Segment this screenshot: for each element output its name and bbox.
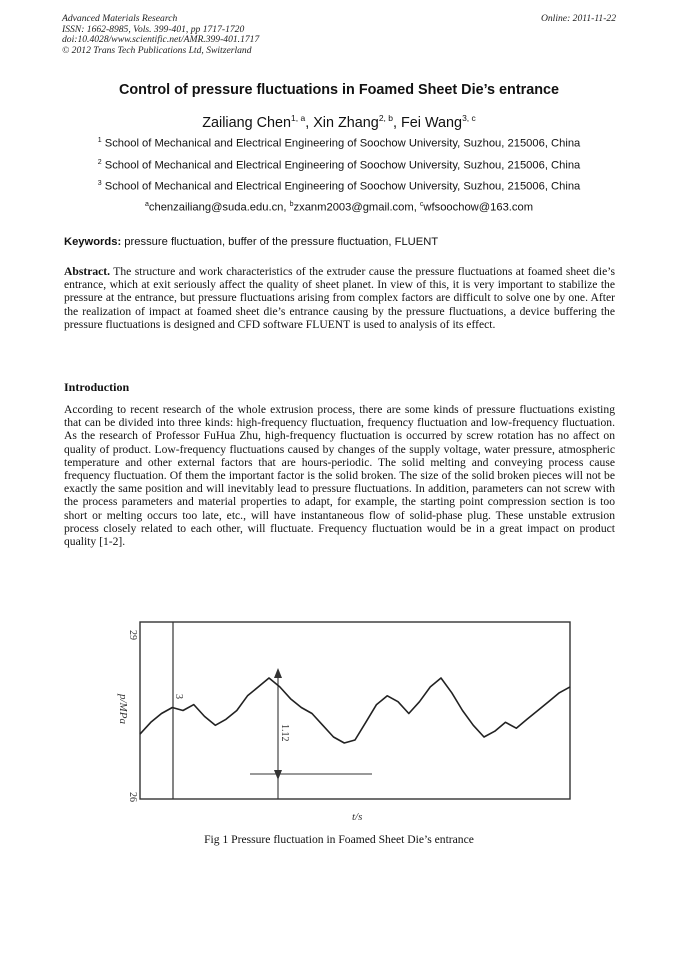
author-name: Xin Zhang [313, 114, 379, 131]
journal-name: Advanced Materials Research [62, 13, 178, 24]
paper-title: Control of pressure fluctuations in Foamed Sheet Die’s entrance [118, 82, 560, 98]
figure-1 [110, 612, 580, 827]
affiliation-2 [0, 159, 678, 172]
affiliation-num: 1 [97, 137, 102, 144]
online-date: Online: 2011-11-22 [540, 13, 616, 24]
x-axis-label: t/s [352, 811, 363, 823]
chart-frame [140, 622, 570, 799]
email-address[interactable]: zxanm2003@gmail.com [293, 201, 414, 214]
author-separator: , [305, 114, 314, 131]
email-list [0, 201, 678, 214]
affiliation-num: 3 [97, 180, 102, 187]
pressure-series-line [140, 678, 570, 743]
journal-header [62, 14, 259, 56]
period-annotation: 3 [173, 694, 184, 699]
y-tick-label-bottom: 26 [127, 792, 138, 802]
email-address[interactable]: chenzailiang@suda.edu.cn [148, 201, 284, 214]
author-separator: , [393, 114, 401, 131]
keywords-text: pressure fluctuation, buffer of the pressure fluctuation, FLUENT [121, 236, 439, 248]
abstract-text: The structure and work characteristics of the extruder cause the pressure fluctuations at foamed sheet die’s entrance, which at exit seriously affect the quality of sheet planet. In view of this, it is very important to stabilize the pressure at the entrance, but pressure fluctuations arising from complex factors are difficult to solve one by one. After the realization of impact at foamed sheet die’s entrance causing by the pressure fluctuations, a device buffering the pressure fluctuations is designed and CFD software FLUENT is used to analysis of its effect. [64, 265, 615, 331]
affiliation-num: 2 [97, 159, 102, 166]
email-separator: , [413, 201, 420, 214]
amplitude-arrow-down-icon [274, 770, 282, 780]
y-axis-label: p/MPa [117, 694, 129, 724]
email-sup: a [144, 201, 149, 208]
affiliation-text: School of Mechanical and Electrical Engineering of Soochow University, Suzhou, 215006, China [104, 137, 581, 150]
copyright: © 2012 Trans Tech Publications Ltd, Switzerland [62, 44, 252, 56]
affiliation-text: School of Mechanical and Electrical Engineering of Soochow University, Suzhou, 215006, China [104, 159, 581, 172]
keywords-label: Keywords: [64, 236, 122, 248]
y-tick-label-top: 29 [127, 630, 138, 640]
introduction-text: According to recent research of the whole extrusion process, there are some kinds of pressure fluctuations existing that can be divided into three kinds: high-frequency fluctuation, frequency fluctuation and low-frequency fluctuation. As the research of Professor FuHua Zhu, high-frequency fluctuation is occurred by screw rotation has no affect on quality of product. Low-frequency fluctuations caused by changes of the supply voltage, water pressure, atmospheric temperature and other external factors that are hours-periodic. The solid melting and conveying process cause frequency fluctuation. Of them the important factor is the solid broken. The size of the solid broken pieces will not be exactly the same position and will inevitably lead to pressure fluctuations. In addition, parameters can not screw with the process parameters and material properties to adapt, for example, the starting point compression section is too short or melting occurs too late, etc., will have instantaneous flow of solid-phase plug. These unstable extrusion process closely related to each other, will fluctuate. Frequency fluctuation would be in a great impact on product quality [1-2]. [64, 403, 615, 549]
author-sup: 3, c [462, 113, 476, 123]
author-name: Fei Wang [401, 114, 463, 131]
email-sup: b [289, 201, 294, 208]
author-sup: 1, a [291, 113, 306, 123]
author-sup: 2, b [378, 113, 393, 123]
author-list [0, 113, 678, 131]
abstract-label: Abstract. [64, 265, 111, 278]
affiliation-text: School of Mechanical and Electrical Engineering of Soochow University, Suzhou, 215006, China [104, 180, 581, 193]
introduction-heading: Introduction [64, 380, 130, 394]
amplitude-arrow-up-icon [274, 668, 282, 678]
affiliation-1 [0, 137, 678, 150]
keywords [64, 236, 616, 248]
author-name: Zailiang Chen [202, 114, 292, 131]
issn: ISSN: 1662-8985, Vols. 399-401, pp 1717-1720 [62, 23, 245, 35]
email-sup: c [419, 201, 424, 208]
affiliation-3 [0, 180, 678, 193]
figure-caption: Fig 1 Pressure fluctuation in Foamed Sheet Die’s entrance [204, 833, 474, 846]
amplitude-annotation: 1.12 [279, 724, 290, 742]
doi: doi:10.4028/www.scientific.net/AMR.399-401.1717 [62, 34, 260, 46]
pressure-chart [110, 612, 580, 827]
email-separator: , [283, 201, 290, 214]
abstract [64, 265, 615, 331]
email-address[interactable]: wfsoochow@163.com [423, 201, 534, 214]
